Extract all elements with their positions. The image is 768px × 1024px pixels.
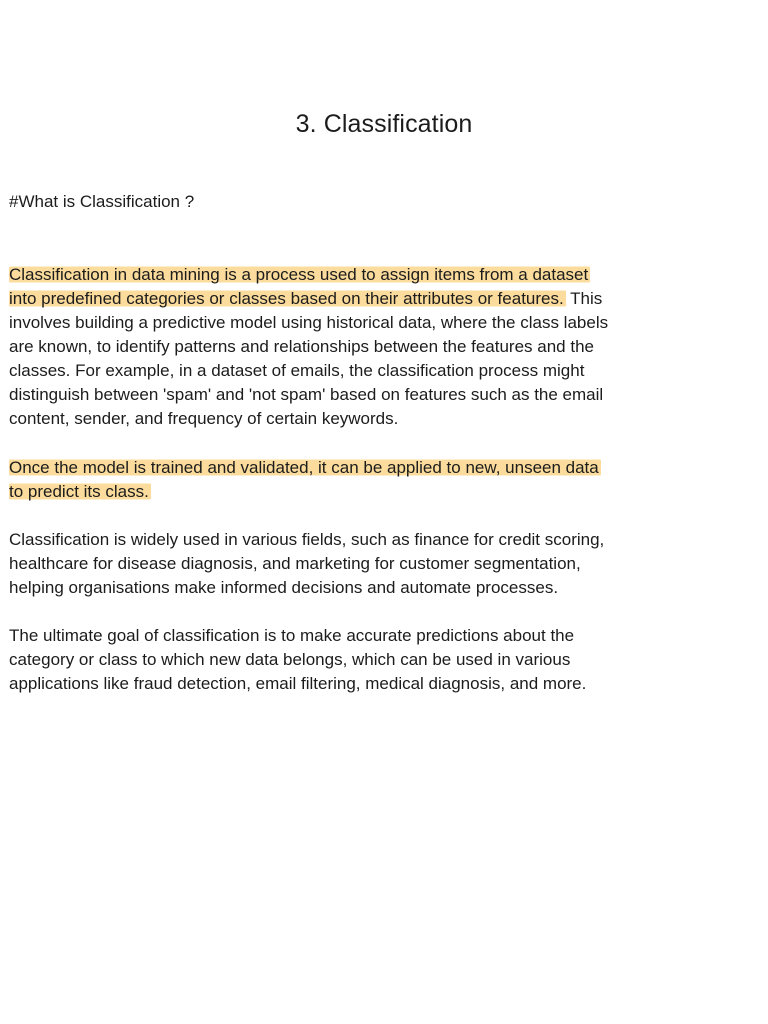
text-line: helping organisations make informed decisions and automate processes. [9,578,559,597]
text-line: are known, to identify patterns and relationships between the features and the [9,337,594,356]
section-heading: #What is Classification ? [9,192,195,211]
text-line: content, sender, and frequency of certain keywords. [9,409,399,428]
text-line: The ultimate goal of classification is to make accurate predictions about the [9,626,575,645]
text-line [9,456,764,480]
paragraph-prediction [9,456,764,504]
highlighted-text: Classification in data mining is a process used to assign items from a dataset [9,265,589,284]
text-line: distinguish between 'spam' and 'not spam' based on features such as the email [9,385,604,404]
paragraph-goal [9,624,764,696]
text-line [9,287,764,311]
text-line [9,263,764,287]
page-title: 3. Classification [295,110,473,138]
text-segment: This [565,289,603,308]
text-line [9,480,764,504]
text-line: applications like fraud detection, email filtering, medical diagnosis, and more. [9,674,587,693]
highlighted-text: into predefined categories or classes based on their attributes or features. [9,289,564,308]
text-line: Classification is widely used in various fields, such as finance for credit scoring, [9,530,605,549]
text-line: category or class to which new data belongs, which can be used in various [9,650,571,669]
highlighted-text: to predict its class. [9,482,149,501]
highlighted-text: Once the model is trained and validated, it can be applied to new, unseen data [9,458,599,477]
text-line: healthcare for disease diagnosis, and marketing for customer segmentation, [9,554,581,573]
text-line: classes. For example, in a dataset of emails, the classification process might [9,361,585,380]
paragraph-definition [9,263,764,431]
text-line: involves building a predictive model using historical data, where the class labels [9,313,609,332]
paragraph-applications [9,528,764,600]
